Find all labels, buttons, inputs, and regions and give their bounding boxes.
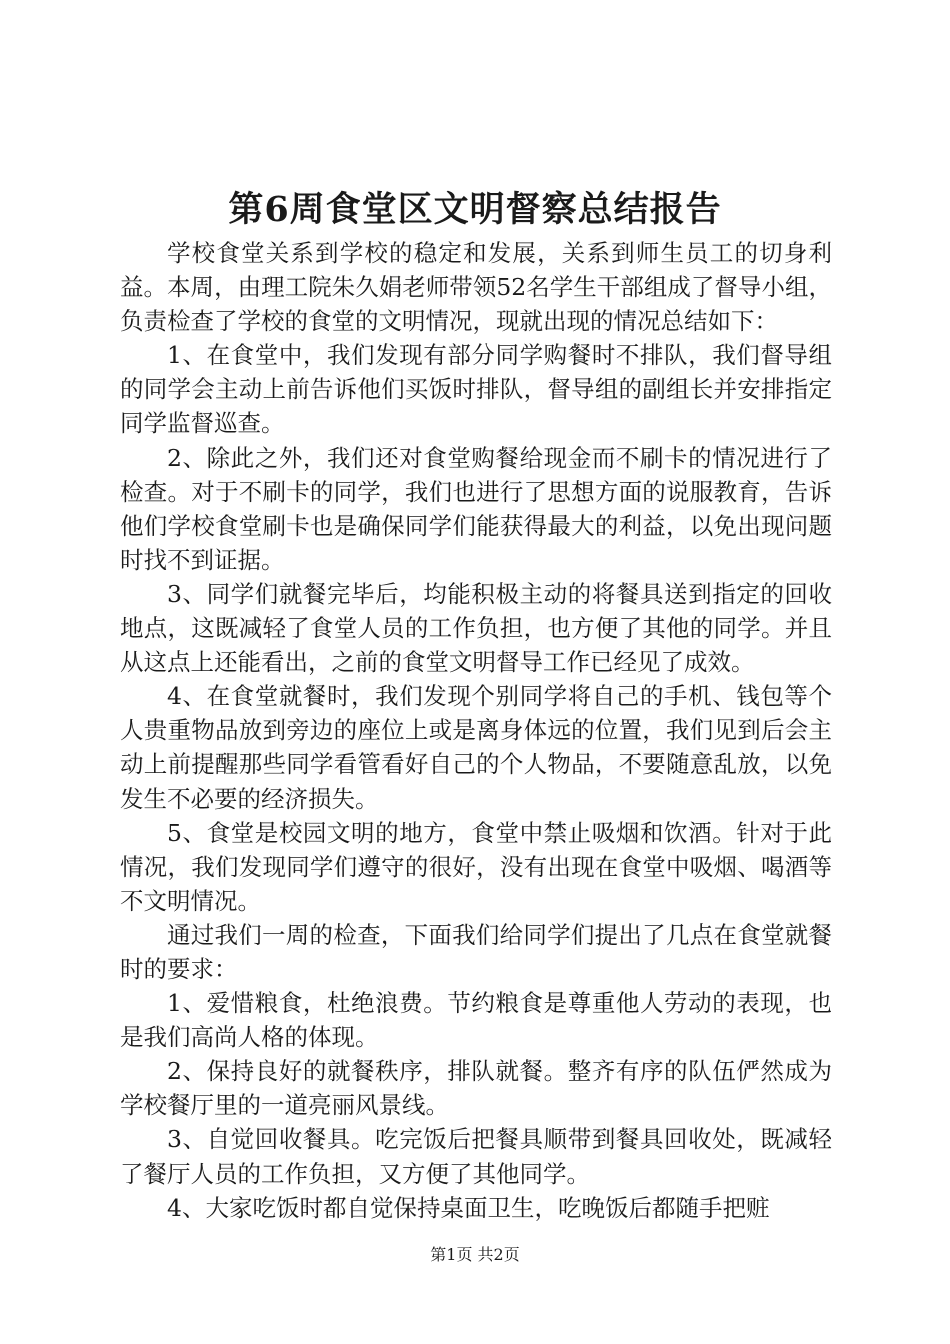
finding-paragraph-3: 3、同学们就餐完毕后，均能积极主动的将餐具送到指定的回收地点，这既减轻了食堂人员的工作负担，也方便了其他的同学。并且从这点上还能看出，之前的食堂文明督导工作已经见了成效。 [120,579,832,677]
requirement-paragraph-3: 3、自觉回收餐具。吃完饭后把餐具顺带到餐具回收处，既减轻了餐厅人员的工作负担，又方便了其他同学。 [120,1125,832,1188]
finding-paragraph-5: 5、食堂是校园文明的地方，食堂中禁止吸烟和饮酒。针对于此情况，我们发现同学们遵守的很好，没有出现在食堂中吸烟、喝酒等不文明情况。 [120,818,832,915]
requirement-paragraph-4: 4、大家吃饭时都自觉保持桌面卫生，吃晚饭后都随手把赃 [167,1193,770,1222]
document-title: 第6周食堂区文明督察总结报告 [228,189,722,230]
document-body [120,236,832,1225]
page-number-footer: 第1页 共2页 [430,1245,520,1264]
finding-paragraph-2: 2、除此之外，我们还对食堂购餐给现金而不刷卡的情况进行了检查。对于不刷卡的同学，我们也进行了思想方面的说服教育，告诉他们学校食堂刷卡也是确保同学们能获得最大的利益，以免出现问题时找不到证据。 [120,443,832,574]
intro-paragraph: 学校食堂关系到学校的稳定和发展，关系到师生员工的切身利益。本周，由理工院朱久娟老师带领52名学生干部组成了督导小组，负责检查了学校的食堂的文明情况，现就出现的情况总结如下： [120,239,832,336]
requirement-paragraph-1: 1、爱惜粮食，杜绝浪费。节约粮食是尊重他人劳动的表现，也是我们高尚人格的体现。 [120,989,832,1052]
finding-paragraph-4: 4、在食堂就餐时，我们发现个别同学将自己的手机、钱包等个人贵重物品放到旁边的座位上或是离身体远的位置，我们见到后会主动上前提醒那些同学看管看好自己的个人物品，不要随意乱放，以免发生不必要的经济损失。 [120,682,832,813]
requirement-paragraph-2: 2、保持良好的就餐秩序，排队就餐。整齐有序的队伍俨然成为学校餐厅里的一道亮丽风景线。 [120,1057,832,1120]
requirements-intro-paragraph: 通过我们一周的检查，下面我们给同学们提出了几点在食堂就餐时的要求： [120,920,832,983]
finding-paragraph-1: 1、在食堂中，我们发现有部分同学购餐时不排队，我们督导组的同学会主动上前告诉他们买饭时排队，督导组的副组长并安排指定同学监督巡查。 [120,341,832,438]
